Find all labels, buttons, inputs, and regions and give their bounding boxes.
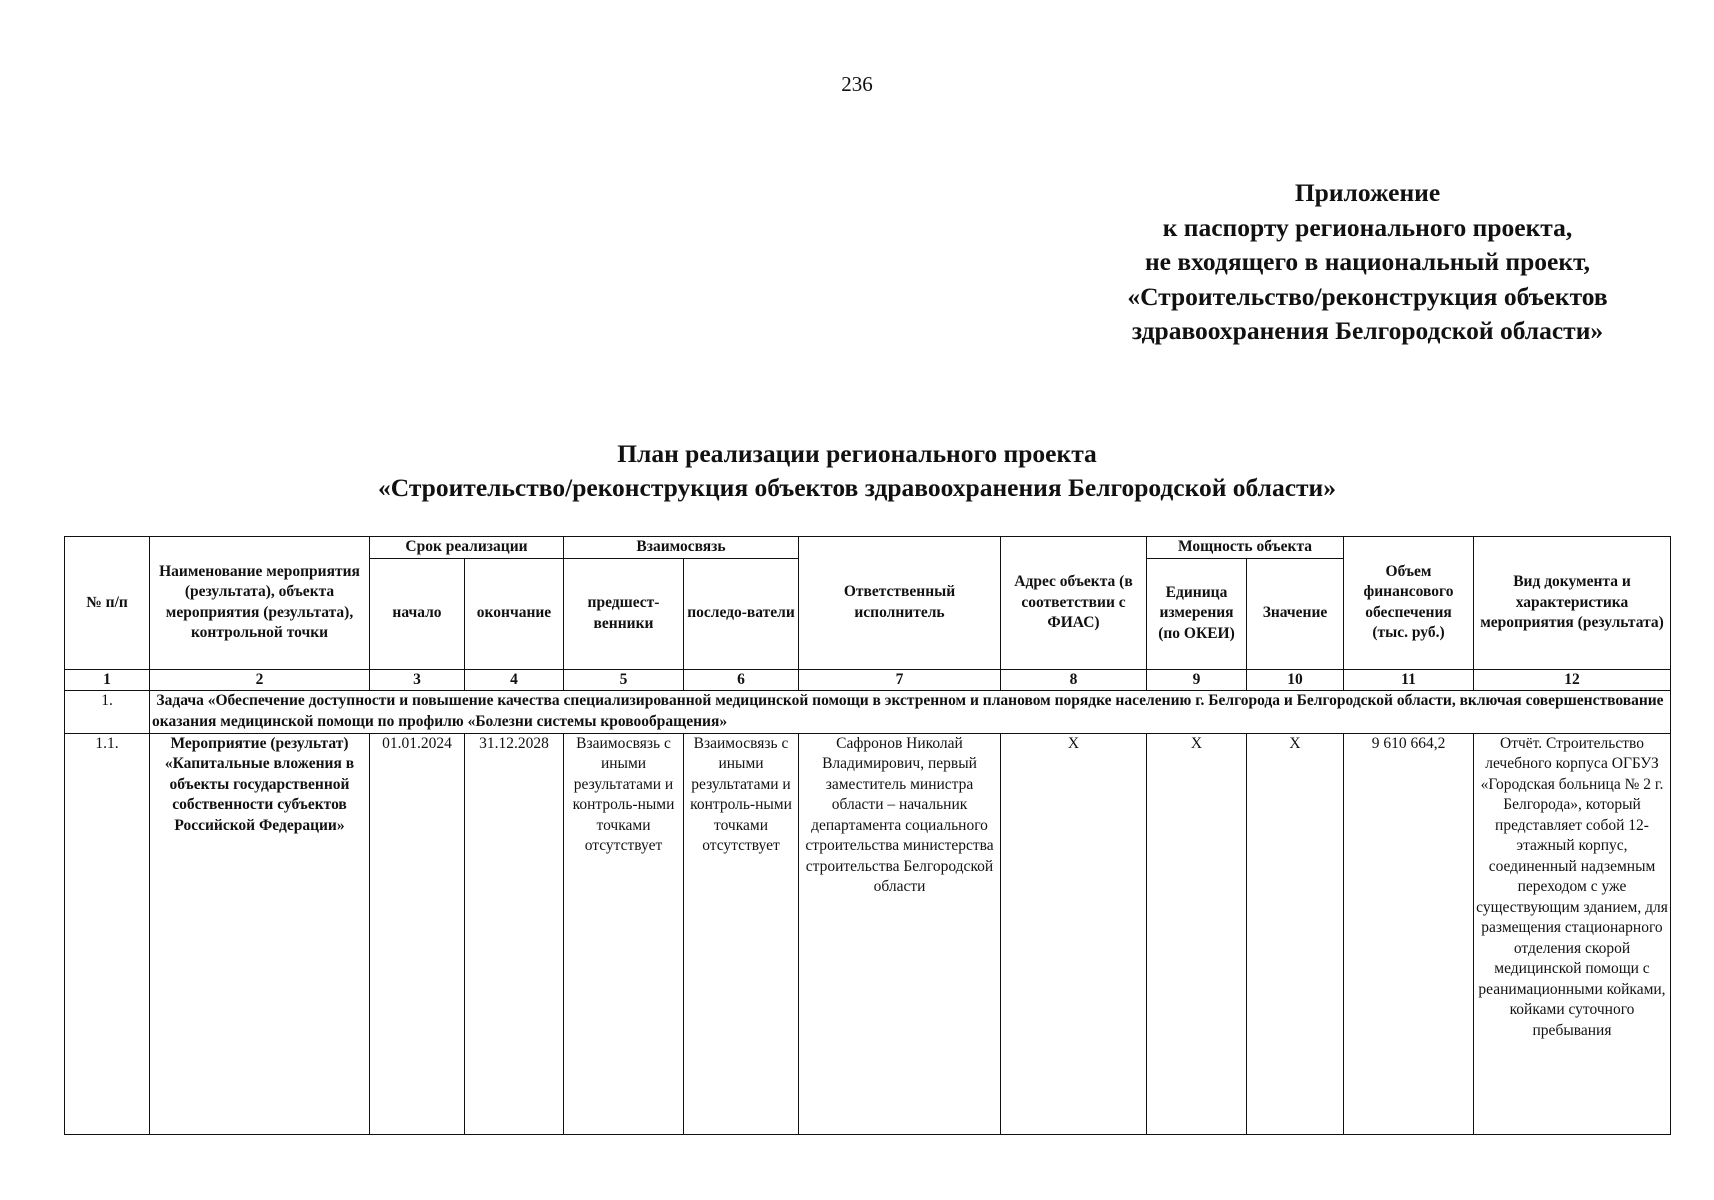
header-start: начало	[370, 558, 465, 669]
plan-title-line: План реализации регионального проекта	[617, 439, 1097, 468]
row-doc-type: Отчёт. Строительство лечебного корпуса ОГБУЗ «Городская больница № 2 г. Белгорода», который представляет собой 12-этажный корпус, соединенный надземным переходом с уже существующим зданием, для размещения стационарного отделения скорой медицинской помощи с реанимационными койками, койками суточного пребывания	[1474, 733, 1671, 1134]
header-address: Адрес объекта (в соответствии с ФИАС)	[1001, 537, 1147, 670]
row-predecessors: Взаимосвязь с иными результатами и контроль-ными точками отсутствует	[564, 733, 684, 1134]
header-finance: Объем финансового обеспечения (тыс. руб.)	[1344, 537, 1474, 670]
appendix-line: к паспорту регионального проекта,	[1162, 212, 1573, 242]
appendix-heading	[1080, 176, 1655, 349]
plan-title-line: «Строительство/реконструкция объектов здравоохранения Белгородской области»	[378, 473, 1336, 502]
header-value: Значение	[1247, 558, 1344, 669]
column-number: 8	[1001, 669, 1147, 690]
plan-table	[64, 536, 1671, 1135]
row-num: 1.1.	[65, 733, 150, 1134]
header-end: окончание	[465, 558, 564, 669]
header-successors: последо-ватели	[684, 558, 799, 669]
header-name: Наименование мероприятия (результата), объекта мероприятия (результата), контрольной точки	[150, 537, 370, 670]
table-row	[65, 733, 1671, 1134]
task-num: 1.	[65, 690, 150, 733]
column-number: 5	[564, 669, 684, 690]
row-successors: Взаимосвязь с иными результатами и контроль-ными точками отсутствует	[684, 733, 799, 1134]
row-unit: X	[1147, 733, 1247, 1134]
header-relation: Взаимосвязь	[564, 537, 799, 559]
header-predecessors: предшест-венники	[564, 558, 684, 669]
column-number: 1	[65, 669, 150, 690]
header-capacity: Мощность объекта	[1147, 537, 1344, 559]
row-start: 01.01.2024	[370, 733, 465, 1134]
appendix-line: Приложение	[1294, 178, 1441, 207]
row-finance: 9 610 664,2	[1344, 733, 1474, 1134]
row-responsible: Сафронов Николай Владимирович, первый заместитель министра области – начальник департамента социального строительства министерства строительства Белгородской области	[799, 733, 1001, 1134]
header-responsible: Ответственный исполнитель	[799, 537, 1001, 670]
column-number-row	[65, 669, 1671, 690]
row-value: X	[1247, 733, 1344, 1134]
header-unit: Единица измерения (по ОКЕИ)	[1147, 558, 1247, 669]
column-number: 11	[1344, 669, 1474, 690]
appendix-line: здравоохранения Белгородской области»	[1131, 316, 1604, 345]
column-number: 6	[684, 669, 799, 690]
row-address: X	[1001, 733, 1147, 1134]
column-number: 12	[1474, 669, 1671, 690]
header-doc-type: Вид документа и характеристика мероприятия (результата)	[1474, 537, 1671, 670]
task-row	[65, 690, 1671, 733]
column-number: 7	[799, 669, 1001, 690]
appendix-line: не входящего в национальный проект,	[1144, 247, 1591, 276]
task-text: Задача «Обеспечение доступности и повышение качества специализированной медицинской помощи в экстренном и плановом порядке населению г. Белгорода и Белгородской области, включая совершенствование оказания медицинской помощи по профилю «Болезни системы кровообращения»	[150, 690, 1671, 733]
plan-title	[0, 437, 1714, 505]
column-number: 4	[465, 669, 564, 690]
header-period: Срок реализации	[370, 537, 564, 559]
column-number: 9	[1147, 669, 1247, 690]
page-number: 236	[841, 72, 873, 96]
column-number: 10	[1247, 669, 1344, 690]
row-name: Мероприятие (результат) «Капитальные вложения в объекты государственной собственности субъектов Российской Федерации»	[150, 733, 370, 1134]
column-number: 2	[150, 669, 370, 690]
row-end: 31.12.2028	[465, 733, 564, 1134]
appendix-line: «Строительство/реконструкция объектов	[1127, 281, 1608, 311]
header-num: № п/п	[65, 537, 150, 670]
column-number: 3	[370, 669, 465, 690]
